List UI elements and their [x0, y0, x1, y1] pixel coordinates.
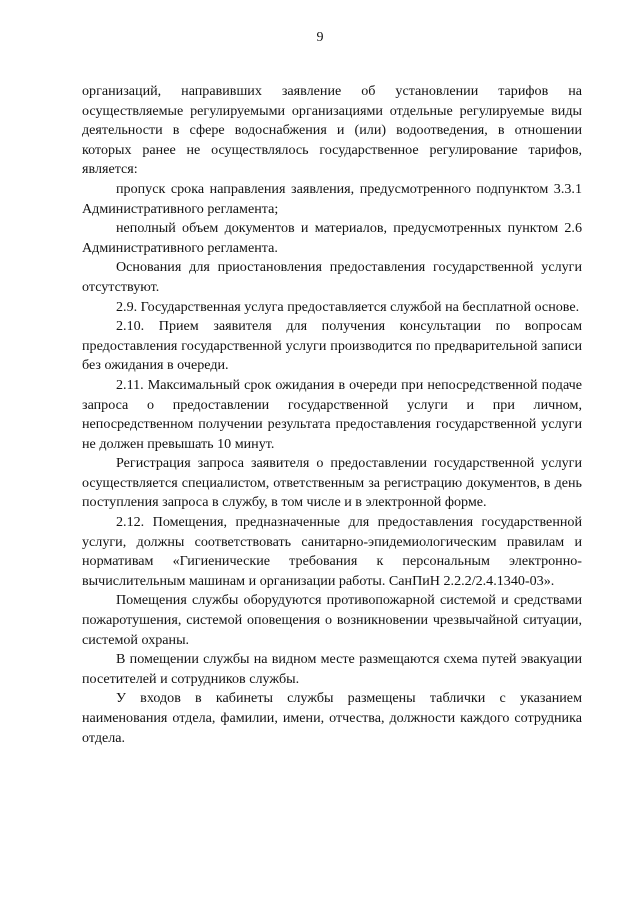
paragraph: Помещения службы оборудуются противопожарной системой и средствами пожаротушения, системой оповещения о возникновении чрезвычайной ситуации, системой охраны. — [82, 592, 582, 648]
page-number: 9 — [316, 30, 324, 45]
paragraph: В помещении службы на видном месте размещаются схема путей эвакуации посетителей и сотрудников службы. — [82, 651, 582, 687]
paragraph: неполный объем документов и материалов, предусмотренных пунктом 2.6 Административного регламента. — [82, 220, 582, 256]
paragraph: 2.10. Прием заявителя для получения консультации по вопросам предоставления государственной услуги производится по предварительной записи без ожидания в очереди. — [82, 318, 582, 374]
paragraph: пропуск срока направления заявления, предусмотренного подпунктом 3.3.1 Административного регламента; — [82, 180, 582, 217]
paragraph: У входов в кабинеты службы размещены таблички с указанием наименования отдела, фамилии, имени, отчества, должности каждого сотрудника отдела. — [82, 690, 582, 746]
paragraph: 2.12. Помещения, предназначенные для предоставления государственной услуги, должны соответствовать санитарно-эпидемиологическим правилам и нормативам «Гигиенические требования к персональным электронно-вычислительным машинам и организации работы. СанПиН 2.2.2/2.4.1340-03». — [82, 514, 582, 589]
paragraph: 2.11. Максимальный срок ожидания в очереди при непосредственной подаче запроса о предоставлении государственной услуги и при личном, непосредственном получении результата предоставления государственной услуги не должен превышать 10 минут. — [82, 376, 582, 452]
paragraph: организаций, направивших заявление об установлении тарифов на осуществляемые регулируемыми организациями отдельные регулируемые виды деятельности в сфере водоснабжения и (или) водоотведения, в отношении которых ранее не осуществлялось государственное регулирование тарифов, является: — [82, 83, 582, 178]
paragraph: 2.9. Государственная услуга предоставляется службой на бесплатной основе. — [116, 298, 580, 315]
paragraph: Регистрация запроса заявителя о предоставлении государственной услуги осуществляется специалистом, ответственным за регистрацию документов, в день поступления запроса в службу, в том числе и в электронной форме. — [82, 455, 582, 511]
paragraph: Основания для приостановления предоставления государственной услуги отсутствуют. — [82, 259, 582, 295]
document-body — [82, 82, 582, 748]
